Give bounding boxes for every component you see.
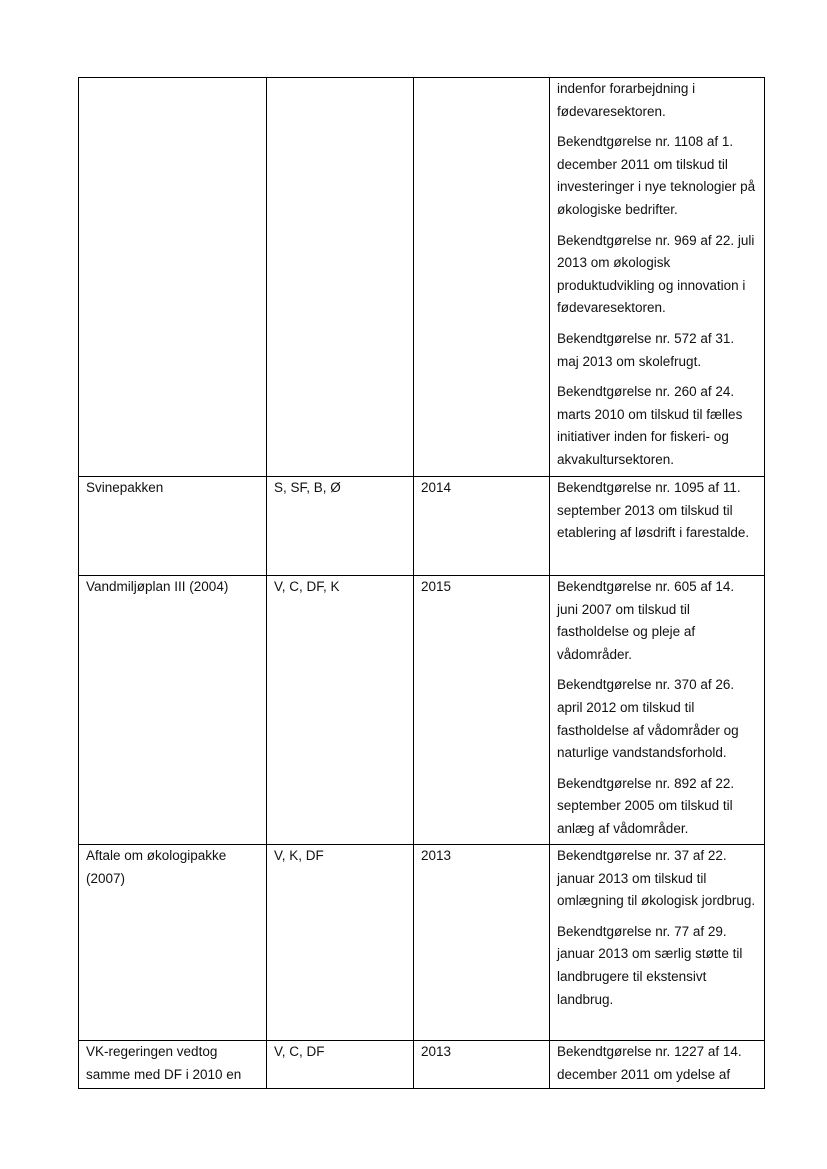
table-row: [79, 845, 765, 1041]
agreement-name-cell: Aftale om økologipakke (2007): [79, 845, 267, 1041]
table-row: [79, 78, 765, 477]
regulation-text: Bekendtgørelse nr. 605 af 14. juni 2007 om tilskud til fastholdelse og pleje af vådområder.: [557, 579, 735, 662]
regulations-cell: [550, 78, 765, 477]
regulation-text: indenfor forarbejdning i fødevaresektoren.: [557, 81, 696, 119]
parties-cell: S, SF, B, Ø: [267, 477, 414, 576]
regulations-cell: [550, 845, 765, 1041]
regulation-text: Bekendtgørelse nr. 1108 af 1. december 2011 om tilskud til investeringer i nye teknologier på økologiske bedrifter.: [557, 134, 756, 217]
regulation-text: Bekendtgørelse nr. 260 af 24. marts 2010 om tilskud til fælles initiativer inden for fiskeri- og akvakultursektoren.: [557, 384, 743, 467]
regulations-cell: [550, 576, 765, 845]
regulation-text: Bekendtgørelse nr. 969 af 22. juli 2013 om økologisk produktudvikling og innovation i fødevaresektoren.: [557, 232, 755, 316]
parties-cell: V, C, DF, K: [267, 576, 414, 845]
parties-cell: V, C, DF: [267, 1041, 414, 1089]
regulations-cell: [550, 477, 765, 576]
table-row: [79, 1041, 765, 1089]
year-cell: [414, 78, 550, 477]
regulation-text: Bekendtgørelse nr. 1095 af 11. september 2013 om tilskud til etablering af løsdrift i farestalde.: [557, 480, 750, 541]
table-row: [79, 477, 765, 576]
parties-cell: V, K, DF: [267, 845, 414, 1041]
regulation-text: Bekendtgørelse nr. 892 af 22. september 2005 om tilskud til anlæg af vådområder.: [557, 775, 735, 836]
regulation-text: Bekendtgørelse nr. 37 af 22. januar 2013 om tilskud til omlægning til økologisk jordbrug.: [557, 848, 756, 909]
year-cell: 2013: [414, 845, 550, 1041]
regulation-text: Bekendtgørelse nr. 572 af 31. maj 2013 om skolefrugt.: [557, 330, 735, 369]
year-cell: 2013: [414, 1041, 550, 1089]
year-cell: 2015: [414, 576, 550, 845]
agreement-name-cell: [79, 78, 267, 477]
regulation-text: Bekendtgørelse nr. 77 af 29. januar 2013 om særlig støtte til landbrugere til ekstensivt landbrug.: [557, 923, 743, 1007]
regulations-cell: [550, 1041, 765, 1089]
agreement-name-cell: VK-regeringen vedtog samme med DF i 2010 en: [79, 1041, 267, 1089]
table-row: [79, 576, 765, 845]
agreement-name-cell: Vandmiljøplan III (2004): [79, 576, 267, 845]
year-cell: 2014: [414, 477, 550, 576]
regulations-table: [78, 77, 765, 1089]
agreement-name-cell: Svinepakken: [79, 477, 267, 576]
parties-cell: [267, 78, 414, 477]
regulation-text: Bekendtgørelse nr. 1227 af 14. december 2011 om ydelse af: [557, 1044, 742, 1082]
regulation-text: Bekendtgørelse nr. 370 af 26. april 2012 om tilskud til fastholdelse af vådområder og naturlige vandstandsforhold.: [557, 677, 739, 761]
